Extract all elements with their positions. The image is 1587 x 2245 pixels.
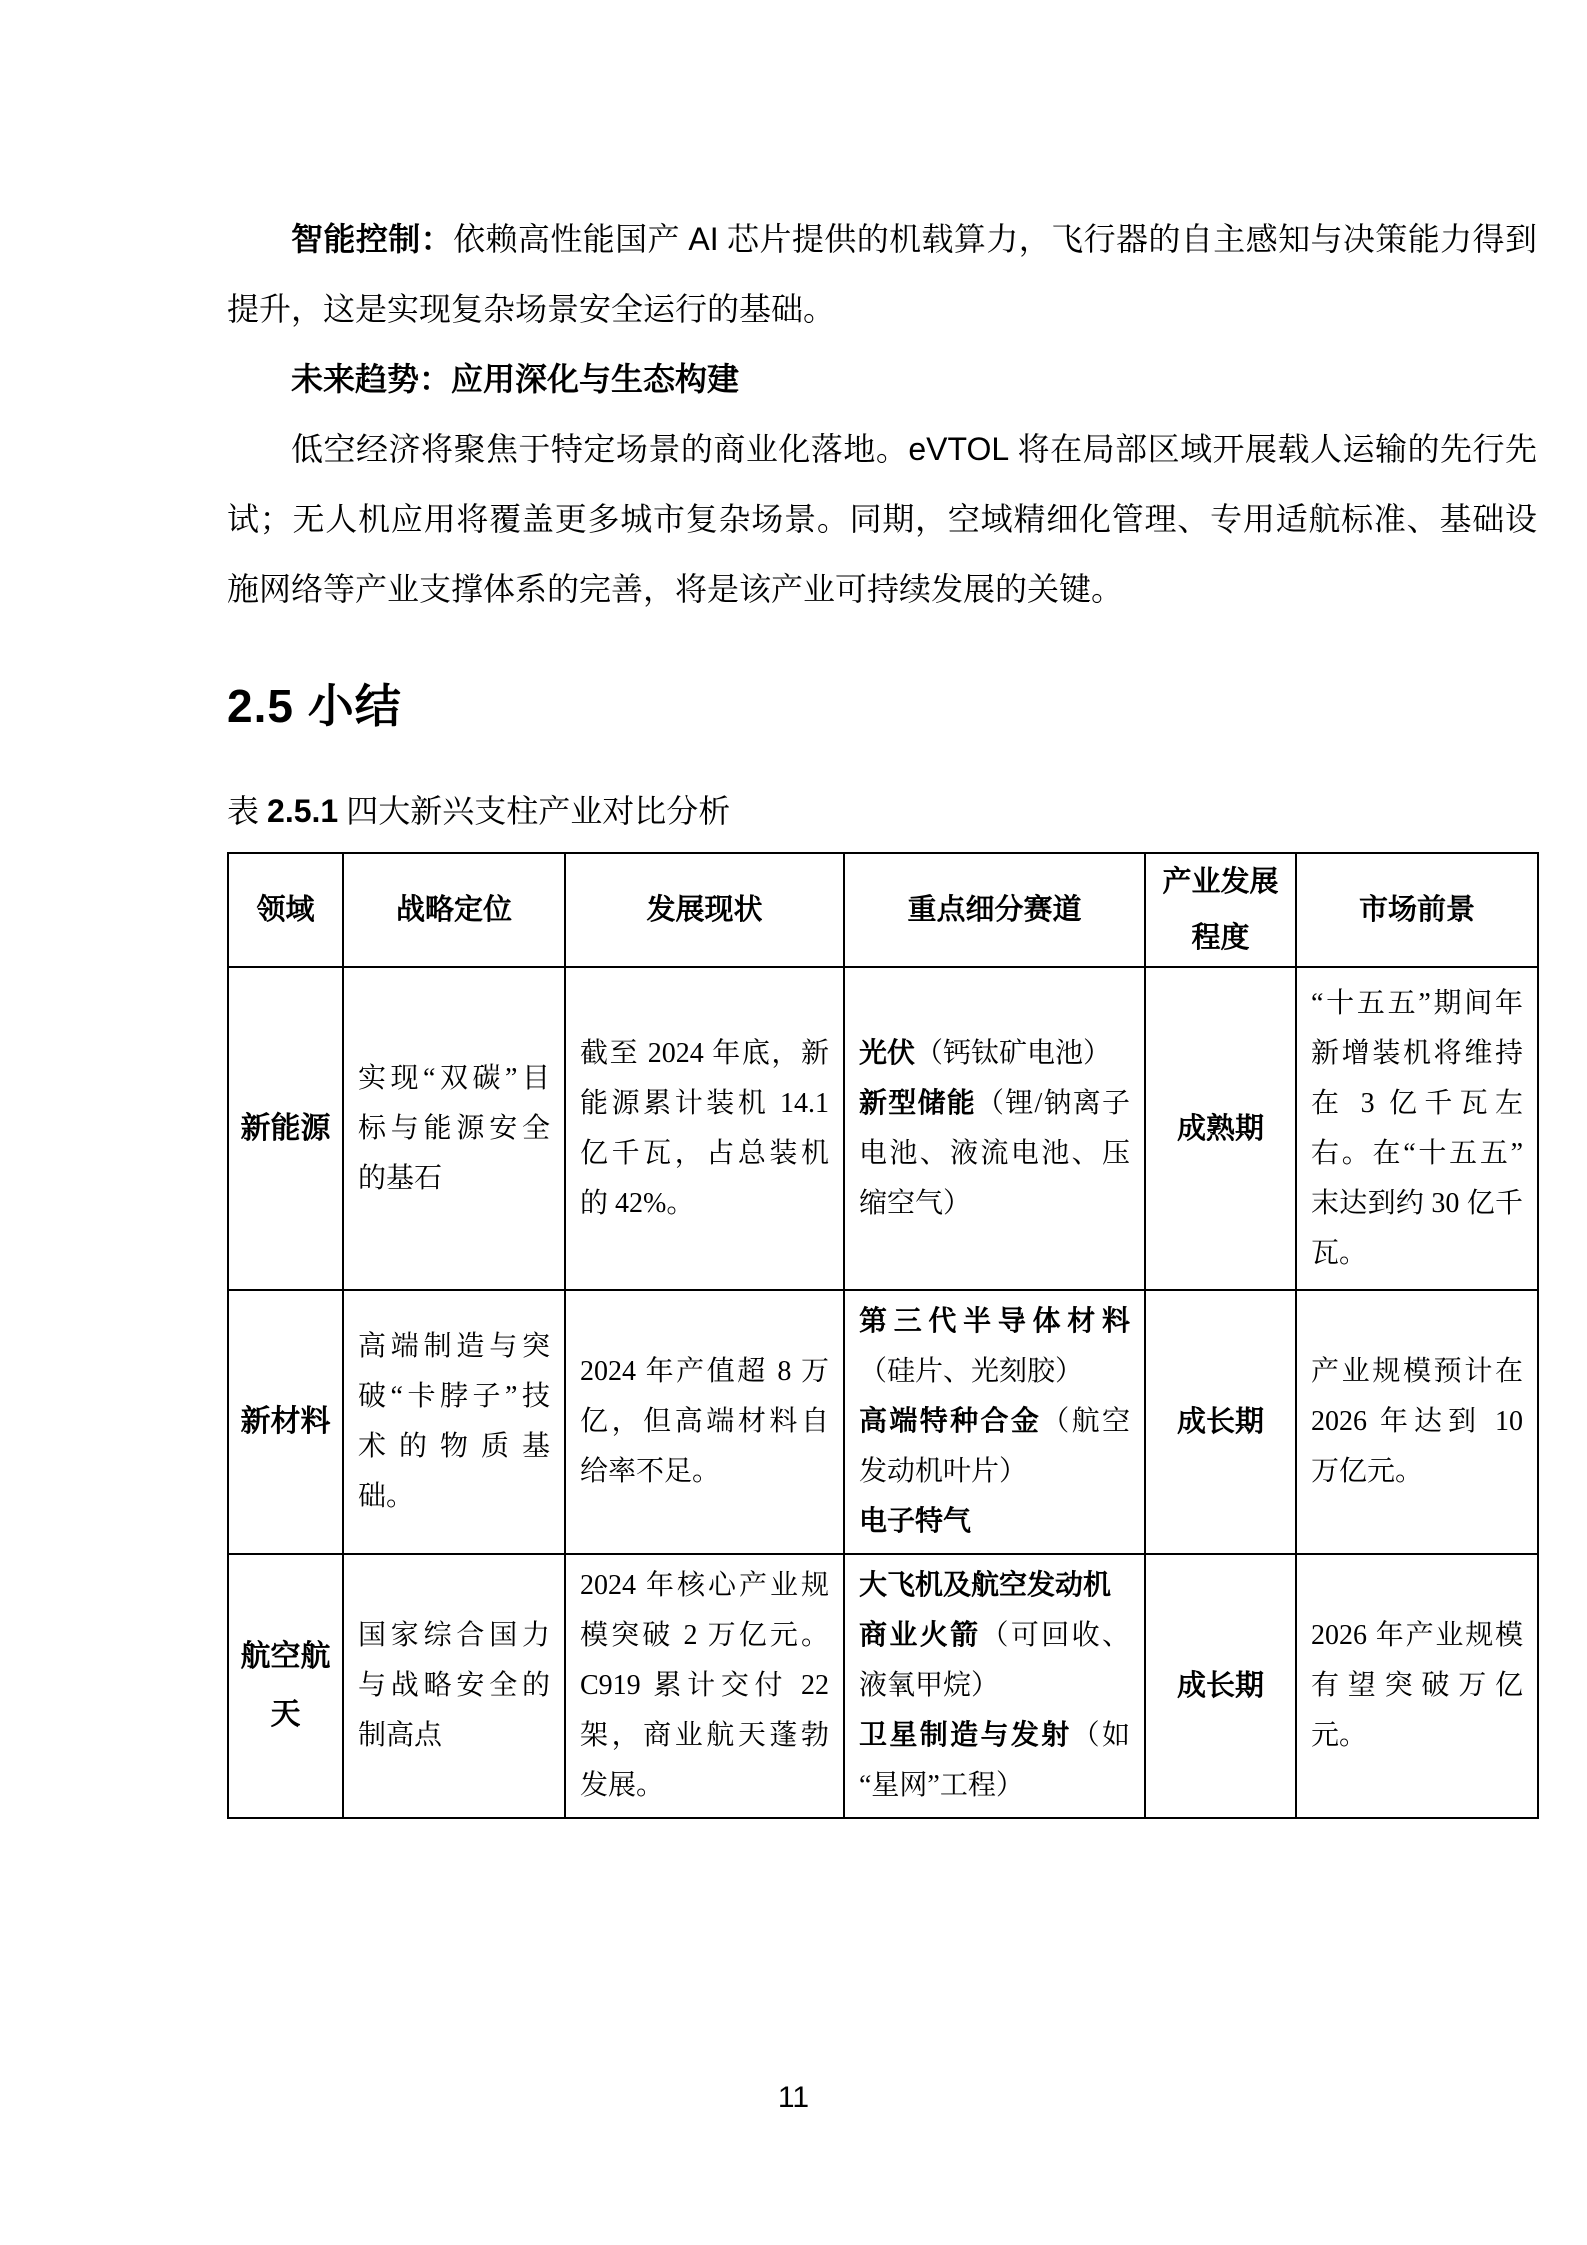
cell-status: 2024 年产值超 8 万亿，但高端材料自给率不足。: [565, 1290, 844, 1554]
table-caption-number: 2.5.1: [267, 793, 339, 829]
paragraph-text: 将在局部区域开展载人运输的先行先试；无人机应用将覆盖更多城市复杂场景。同期，空域精细化管理、专用适航标准、基础设施网络等产业支撑体系的完善，将是该产业可持续发展的关键。: [227, 431, 1537, 607]
track-detail: （航空发动机叶片）: [859, 1406, 1130, 1487]
table-caption: [227, 786, 1537, 836]
header-cell-outlook: 市场前景: [1296, 853, 1538, 967]
paragraph-text: 依赖高性能国产: [453, 221, 689, 257]
cell-stage: 成长期: [1145, 1554, 1296, 1818]
page-content: [227, 204, 1537, 1819]
paragraph-intelligent-control: [227, 204, 1537, 344]
track-detail: （硅片、光刻胶）: [859, 1356, 1084, 1387]
table-caption-prefix: 表: [227, 793, 268, 829]
paragraph-low-altitude-economy: [227, 414, 1537, 624]
cell-positioning: 高端制造与突破“卡脖子”技术的物质基础。: [343, 1290, 565, 1554]
track-name: 第三代半导体材料: [859, 1306, 1130, 1337]
track-segment: [859, 1079, 1130, 1229]
cell-outlook: 2026 年产业规模有望突破万亿元。: [1296, 1554, 1538, 1818]
cell-stage: 成熟期: [1145, 967, 1296, 1290]
header-cell-status: 发展现状: [565, 853, 844, 967]
track-name: 卫星制造与发射: [859, 1720, 1072, 1751]
track-name: 光伏: [859, 1037, 916, 1069]
track-segment: [859, 1561, 1130, 1611]
cell-status: 截至 2024 年底，新能源累计装机 14.1 亿千瓦，占总装机的 42%。: [565, 967, 844, 1290]
track-detail: （如“星网”工程）: [859, 1720, 1130, 1801]
industry-comparison-table: [227, 852, 1539, 1819]
track-segment: [859, 1711, 1130, 1811]
track-name: 新型储能: [859, 1087, 976, 1119]
track-detail: （钙钛矿电池）: [915, 1037, 1112, 1069]
track-name: 大飞机及航空发动机: [859, 1570, 1112, 1601]
page-number: 11: [777, 2081, 810, 2114]
track-segment: [859, 1397, 1130, 1497]
latin-term-ai: AI: [688, 221, 719, 257]
cell-positioning: 国家综合国力与战略安全的制高点: [343, 1554, 565, 1818]
section-heading-2-5: 2.5 小结: [227, 680, 402, 732]
header-cell-domain: 领域: [228, 853, 343, 967]
table-row-new-energy: [228, 967, 1538, 1290]
cell-tracks: [844, 1554, 1145, 1818]
cell-domain: 航空航天: [228, 1554, 343, 1818]
header-cell-tracks: 重点细分赛道: [844, 853, 1145, 967]
paragraph-lead-label: 智能控制：: [291, 221, 454, 257]
track-segment: [859, 1297, 1130, 1397]
cell-tracks: [844, 967, 1145, 1290]
track-detail: （可回收、液氧甲烷）: [859, 1620, 1130, 1701]
track-name: 高端特种合金: [859, 1406, 1042, 1437]
track-name: 电子特气: [859, 1506, 972, 1537]
cell-domain: 新材料: [228, 1290, 343, 1554]
cell-outlook: “十五五”期间年新增装机将维持在 3 亿千瓦左右。在“十五五”末达到约 30 亿千瓦。: [1296, 967, 1538, 1290]
header-cell-positioning: 战略定位: [343, 853, 565, 967]
cell-stage: 成长期: [1145, 1290, 1296, 1554]
header-cell-stage: 产业发展程度: [1145, 853, 1296, 967]
cell-tracks: [844, 1290, 1145, 1554]
cell-status: 2024 年核心产业规模突破 2 万亿元。C919 累计交付 22 架，商业航天蓬勃发展。: [565, 1554, 844, 1818]
paragraph-text: 低空经济将聚焦于特定场景的商业化落地。: [291, 431, 909, 467]
track-name: 商业火箭: [859, 1620, 981, 1651]
cell-domain: 新能源: [228, 967, 343, 1290]
latin-term-evtol: eVTOL: [908, 431, 1010, 467]
table-caption-title: 四大新兴支柱产业对比分析: [338, 793, 731, 829]
paragraph-future-trends: [227, 344, 1537, 414]
paragraph-bold-line: 未来趋势：应用深化与生态构建: [291, 361, 740, 397]
table-header-row: [228, 853, 1538, 967]
track-segment: [859, 1497, 1130, 1547]
paragraph-text: 芯片提供的机载算力，飞行器的自主感知与决策能力得到提升，这是实现复杂场景安全运行的基础。: [227, 221, 1537, 327]
track-segment: [859, 1029, 1130, 1079]
track-segment: [859, 1611, 1130, 1711]
track-detail: （锂/钠离子电池、液流电池、压缩空气）: [859, 1087, 1130, 1219]
table-row-aerospace: [228, 1554, 1538, 1818]
table-row-new-materials: [228, 1290, 1538, 1554]
cell-outlook: 产业规模预计在 2026 年达到 10 万亿元。: [1296, 1290, 1538, 1554]
cell-positioning: 实现“双碳”目标与能源安全的基石: [343, 967, 565, 1290]
